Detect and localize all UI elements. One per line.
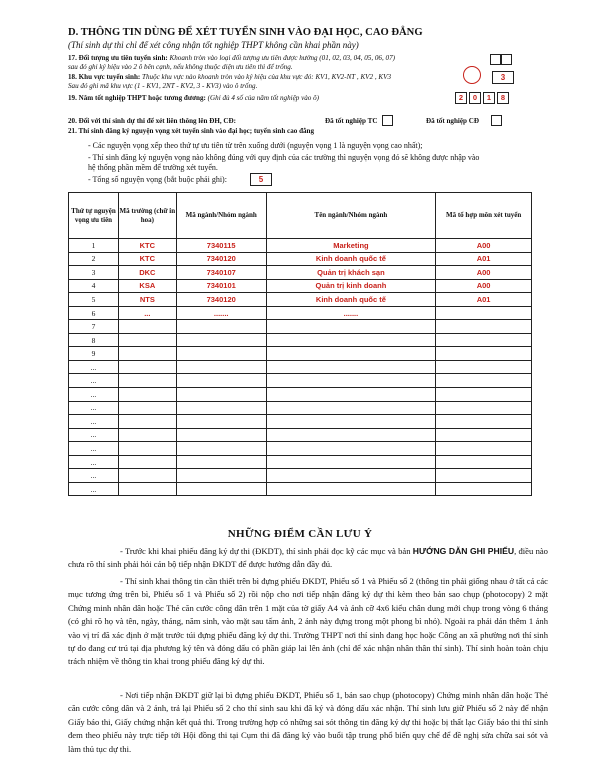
q19-digit-3[interactable]: 1 [483,92,495,104]
cell-major-code[interactable] [176,401,266,415]
cell-school-code[interactable] [118,482,176,496]
cell-priority: 8 [69,333,119,347]
q19-digit-1[interactable]: 2 [455,92,467,104]
cell-major-code[interactable] [176,320,266,334]
cell-major-name[interactable] [266,442,436,456]
cell-major-name[interactable]: Marketing [266,239,436,253]
table-row [69,401,532,415]
q21-note-4: - Tổng số nguyện vọng (bắt buộc phải ghi): [88,175,227,184]
cell-school-code[interactable] [118,469,176,483]
col-header-major-name: Tên ngành/Nhóm ngành [266,193,436,239]
cell-subject-combo[interactable] [436,360,532,374]
q18-area-box[interactable]: 3 [492,71,514,84]
q19-digit-2[interactable]: 0 [469,92,481,104]
cell-subject-combo[interactable] [436,455,532,469]
table-row [69,455,532,469]
col-header-subject-combo: Mã tổ hợp môn xét tuyển [436,193,532,239]
notes-paragraph-1 [68,545,548,572]
cell-subject-combo[interactable] [436,401,532,415]
aspiration-table [68,192,532,496]
cell-subject-combo[interactable] [436,442,532,456]
cell-major-name[interactable] [266,455,436,469]
q21-note-2: - Thí sinh đăng ký nguyện vọng nào không đúng với quy định của các trường thì nguyện vọng đó sẽ không được nhập vào [88,153,480,162]
cell-major-name[interactable] [266,388,436,402]
cell-subject-combo[interactable] [436,388,532,402]
cell-school-code[interactable] [118,320,176,334]
cell-subject-combo[interactable] [436,469,532,483]
cell-major-name[interactable]: Quản trị kinh doanh [266,279,436,293]
table-row [69,293,532,307]
cell-subject-combo[interactable] [436,415,532,429]
cell-school-code[interactable]: KTC [118,252,176,266]
table-row [69,347,532,361]
q18-text: Thuộc khu vực nào khoanh tròn vào ký hiệu của khu vực đó: KV1, KV2-NT , KV2 , KV3 [140,73,391,81]
q19-label: 19. Năm tốt nghiệp THPT hoặc tương đương: [68,94,206,102]
cell-major-code[interactable]: 7340120 [176,252,266,266]
cell-school-code[interactable] [118,415,176,429]
table-row [69,239,532,253]
cell-subject-combo[interactable]: A01 [436,252,532,266]
cell-major-code[interactable] [176,333,266,347]
notes-p1-c: , điều nào chưa rõ thí sinh phải hỏi cán bộ tiếp nhận ĐKDT để được hướng dẫn đầy đủ. [68,546,548,570]
cell-school-code[interactable]: KSA [118,279,176,293]
cell-priority: 6 [69,306,119,320]
cell-major-name[interactable] [266,347,436,361]
table-row [69,388,532,402]
cell-subject-combo[interactable]: A00 [436,239,532,253]
cell-priority: 9 [69,347,119,361]
notes-p1-b: HƯỚNG DẪN GHI PHIẾU [412,546,515,556]
cell-major-code[interactable] [176,415,266,429]
cell-subject-combo[interactable] [436,347,532,361]
section-subtitle: (Thí sinh dự thi chỉ để xét công nhận tốt nghiệp THPT không cần khai phần này) [68,40,359,50]
cell-priority: ... [69,428,119,442]
cell-major-code[interactable]: 7340115 [176,239,266,253]
cell-major-name[interactable] [266,320,436,334]
cell-priority: ... [69,374,119,388]
cell-major-name[interactable]: Quản trị khách sạn [266,266,436,280]
cell-priority: ... [69,469,119,483]
cell-major-code[interactable] [176,442,266,456]
cell-subject-combo[interactable] [436,306,532,320]
cell-major-code[interactable] [176,360,266,374]
cell-priority: 2 [69,252,119,266]
cell-major-name[interactable] [266,482,436,496]
cell-major-code[interactable] [176,482,266,496]
table-row [69,469,532,483]
table-row [69,333,532,347]
q18-line [68,73,391,82]
notes-p1-a: - Trước khi khai phiếu đăng ký dự thi (ĐKDT), thí sinh phải đọc kỹ các mục và bản [120,546,413,556]
cell-major-code[interactable] [176,469,266,483]
col-header-priority: Thứ tự nguyện vọng ưu tiên [69,193,119,239]
cell-priority: 4 [69,279,119,293]
cell-school-code[interactable]: ... [118,306,176,320]
q20-label: 20. Đối với thí sinh dự thi để xét liên thông lên ĐH, CĐ: [68,117,237,125]
cell-major-name[interactable] [266,428,436,442]
col-header-major-code: Mã ngành/Nhóm ngành [176,193,266,239]
cell-priority: 1 [69,239,119,253]
cell-subject-combo[interactable]: A00 [436,279,532,293]
q18-text2: Sau đó ghi mã khu vực (1 - KV1, 2NT - KV2, 3 - KV3) vào ô trống. [68,82,258,90]
cell-major-code[interactable] [176,374,266,388]
q17-box-1[interactable] [490,54,501,65]
cell-school-code[interactable] [118,442,176,456]
cell-school-code[interactable]: KTC [118,239,176,253]
q19-line [68,94,319,103]
cell-major-name[interactable]: Kinh doanh quốc tế [266,293,436,307]
table-row [69,428,532,442]
q17-label: 17. Đối tượng ưu tiên tuyển sinh: [68,54,168,62]
cell-major-code[interactable] [176,347,266,361]
q20-opt1-box[interactable] [382,115,393,126]
q20-opt2: Đã tốt nghiệp CĐ [426,117,480,125]
q17-text: Khoanh tròn vào loại đối tượng ưu tiên được hưởng (01, 02, 03, 04, 05, 06, 07) [167,54,395,62]
section-title: D. THÔNG TIN DÙNG ĐỂ XÉT TUYỂN SINH VÀO ĐẠI HỌC, CAO ĐẲNG [68,27,423,38]
cell-major-code[interactable] [176,455,266,469]
cell-subject-combo[interactable] [436,482,532,496]
cell-school-code[interactable] [118,360,176,374]
cell-priority: 7 [69,320,119,334]
notes-paragraph-3: - Nơi tiếp nhận ĐKDT giữ lại bì đựng phiếu ĐKDT, Phiếu số 1, bản sao chụp (photocopy) Chứng minh nhân dân hoặc Thẻ căn cước công dân và 2 ảnh, trả lại Phiếu số 2 cho thí sinh sau khi đã ký và đóng dấu xác nhận. Thí sinh lưu giữ Phiếu số 2 này để nhận Giấy báo thi, Giấy chứng nhận kết quả thi. Trong trường hợp có những sai sót thông tin đăng ký dự thi hoặc bị thất lạc Giấy báo thi thí sinh đem theo phiếu này trực tiếp tới Hội đồng thi tại Cụm thi đã đăng ký vào buổi tập trung phổ biến quy chế để đề nghị sửa chữa sai sót và làm thủ tục dự thi. [68,690,548,754]
cell-subject-combo[interactable] [436,428,532,442]
cell-subject-combo[interactable] [436,374,532,388]
table-row [69,306,532,320]
cell-school-code[interactable] [118,455,176,469]
cell-school-code[interactable] [118,333,176,347]
q18-label: 18. Khu vực tuyển sinh: [68,73,141,81]
table-row [69,320,532,334]
cell-priority: ... [69,401,119,415]
cell-priority: ... [69,388,119,402]
cell-major-name[interactable] [266,469,436,483]
cell-priority: ... [69,360,119,374]
cell-school-code[interactable] [118,374,176,388]
cell-major-code[interactable]: 7340107 [176,266,266,280]
q17-line [68,54,395,63]
cell-priority: ... [69,415,119,429]
cell-subject-combo[interactable]: A01 [436,293,532,307]
table-header-row [69,193,532,239]
cell-priority: ... [69,455,119,469]
q17-box-2[interactable] [501,54,512,65]
cell-major-name[interactable] [266,374,436,388]
cell-school-code[interactable] [118,428,176,442]
table-row [69,482,532,496]
q21-note-1: - Các nguyện vọng xếp theo thứ tự ưu tiên từ trên xuống dưới (nguyện vọng 1 là nguyện vọng cao nhất); [88,141,423,150]
notes-title: NHỮNG ĐIỂM CẦN LƯU Ý [227,528,373,540]
table-row [69,266,532,280]
table-row [69,279,532,293]
q21-total-box[interactable]: 5 [250,173,272,186]
q21-label: 21. Thí sinh đăng ký nguyện vọng xét tuyển sinh vào đại học; tuyển sinh cao đẳng [68,127,315,135]
table-row [69,360,532,374]
cell-priority: 3 [69,266,119,280]
q17-text2: sau đó ghi ký hiệu vào 2 ô bên cạnh, nếu không thuộc diện ưu tiên thì để trống. [68,63,293,71]
cell-major-code[interactable]: ....... [176,306,266,320]
kv3-circle-mark [463,66,481,84]
cell-major-name[interactable]: Kinh doanh quốc tế [266,252,436,266]
table-row [69,415,532,429]
cell-major-code[interactable] [176,428,266,442]
cell-major-name[interactable] [266,333,436,347]
cell-school-code[interactable] [118,347,176,361]
cell-school-code[interactable] [118,401,176,415]
cell-school-code[interactable] [118,388,176,402]
q19-text: (Ghi đủ 4 số của năm tốt nghiệp vào ô) [205,94,319,102]
cell-major-name[interactable] [266,360,436,374]
q20-opt2-box[interactable] [491,115,502,126]
cell-priority: 5 [69,293,119,307]
cell-school-code[interactable]: DKC [118,266,176,280]
cell-major-name[interactable]: ....... [266,306,436,320]
q20-opt1: Đã tốt nghiệp TC [325,117,378,125]
q19-digit-4[interactable]: 8 [497,92,509,104]
cell-school-code[interactable]: NTS [118,293,176,307]
cell-subject-combo[interactable]: A00 [436,266,532,280]
cell-subject-combo[interactable] [436,333,532,347]
q21-note-3: hệ thống phần mềm để trường xét tuyển. [88,163,218,172]
table-row [69,442,532,456]
table-row [69,374,532,388]
col-header-school-code: Mã trường (chữ in hoa) [118,193,176,239]
table-body [69,239,532,496]
cell-major-code[interactable] [176,388,266,402]
cell-subject-combo[interactable] [436,320,532,334]
cell-major-code[interactable]: 7340101 [176,279,266,293]
cell-major-code[interactable]: 7340120 [176,293,266,307]
notes-paragraph-2: - Thí sinh khai thông tin cần thiết trên bì đựng phiếu ĐKDT, Phiếu số 1 và Phiếu số 2 (thông tin phải giống nhau ở tất cả các mục tương ứng trên bì, Phiếu số 1 và Phiếu số 2) rồi nộp cho nơi tiếp nhận đăng ký dự thi kèm theo bản sao chụp (photocopy) 2 mặt Chứng minh nhân dân hoặc Thẻ căn cước công dân trên 1 mặt của tờ giấy A4 và ảnh cỡ 4x6 kiểu chân dung mới chụp trong vòng 6 tháng (có ghi rõ họ và tên, ngày, tháng, năm sinh, vào mặt sau tấm ảnh, 2 ảnh này đựng trong một phong bì nhỏ). Ngoài ra phải dán thêm 1 ảnh vào vị trí đã xác định ở mặt trước túi đựng phiếu đăng ký dự thi. Trường THPT nơi thí sinh đang học hoặc Công an xã phường nơi thí sinh tự do đang cư trú tại địa phương ký tên và đóng dấu có phần giáp lai lên ảnh (chỉ để xác nhận nhân thân thí sinh). Thí sinh hoàn toàn chịu trách nhiệm về thông tin khai trong phiếu đăng ký dự thi. [68,576,548,667]
cell-priority: ... [69,442,119,456]
cell-priority: ... [69,482,119,496]
cell-major-name[interactable] [266,401,436,415]
cell-major-name[interactable] [266,415,436,429]
table-row [69,252,532,266]
